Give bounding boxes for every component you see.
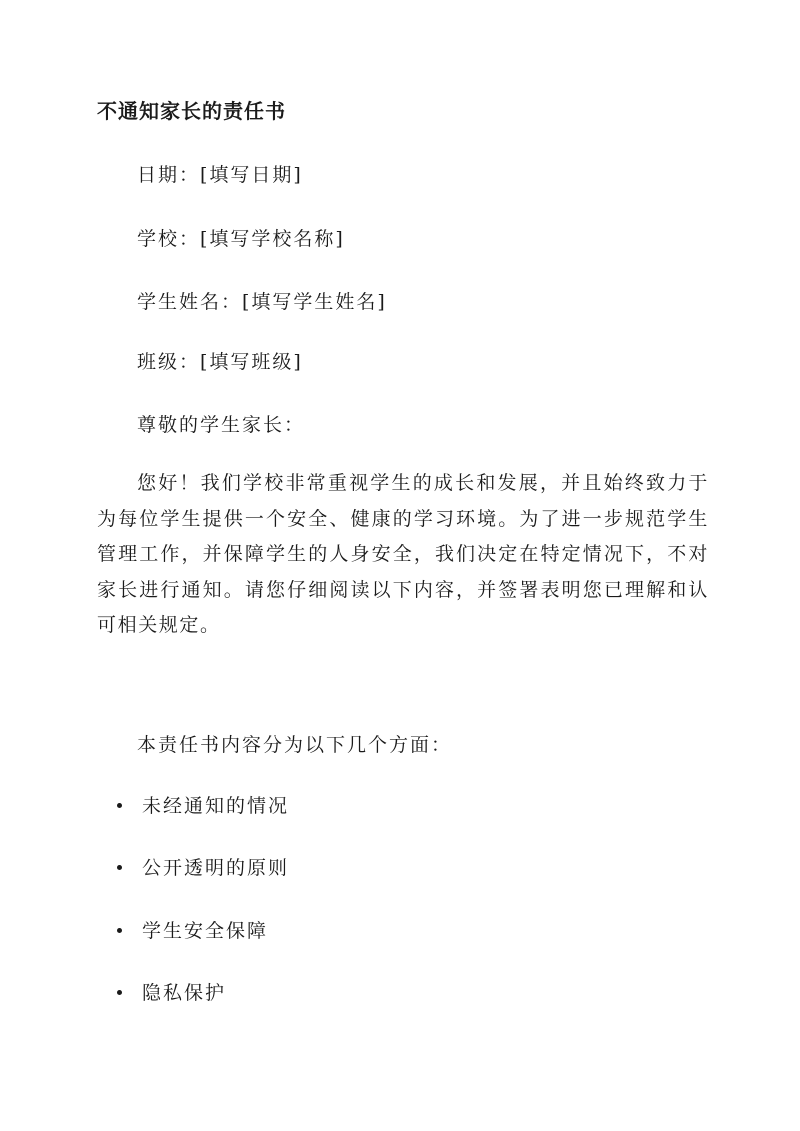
list-item-label: 未经通知的情况 xyxy=(142,795,290,817)
list-item xyxy=(117,978,226,1008)
intro-paragraph: 您好！我们学校非常重视学生的成长和发展，并且始终致力于为每位学生提供一个安全、健康的学习环境。为了进一步规范学生管理工作，并保障学生的人身安全，我们决定在特定情况下，不对家长进行通知。请您仔细阅读以下内容，并签署表明您已理解和认可相关规定。 xyxy=(97,472,709,636)
list-item xyxy=(117,916,268,946)
document-title: 不通知家长的责任书 xyxy=(97,99,286,123)
bullet-dot-icon xyxy=(117,990,122,995)
student-name-field: 学生姓名：[填写学生姓名] xyxy=(137,291,387,313)
sections-intro: 本责任书内容分为以下几个方面： xyxy=(137,734,453,756)
salutation: 尊敬的学生家长： xyxy=(137,414,306,436)
class-field: 班级：[填写班级] xyxy=(137,351,303,373)
bullet-dot-icon xyxy=(117,928,122,933)
list-item-label: 学生安全保障 xyxy=(142,920,269,942)
list-item xyxy=(117,791,289,821)
list-item-label: 隐私保护 xyxy=(142,982,227,1004)
date-field: 日期：[填写日期] xyxy=(137,164,303,186)
list-item-label: 公开透明的原则 xyxy=(142,857,290,879)
bullet-dot-icon xyxy=(117,865,122,870)
list-item xyxy=(117,853,289,883)
school-field: 学校：[填写学校名称] xyxy=(137,228,345,250)
bullet-dot-icon xyxy=(117,803,122,808)
